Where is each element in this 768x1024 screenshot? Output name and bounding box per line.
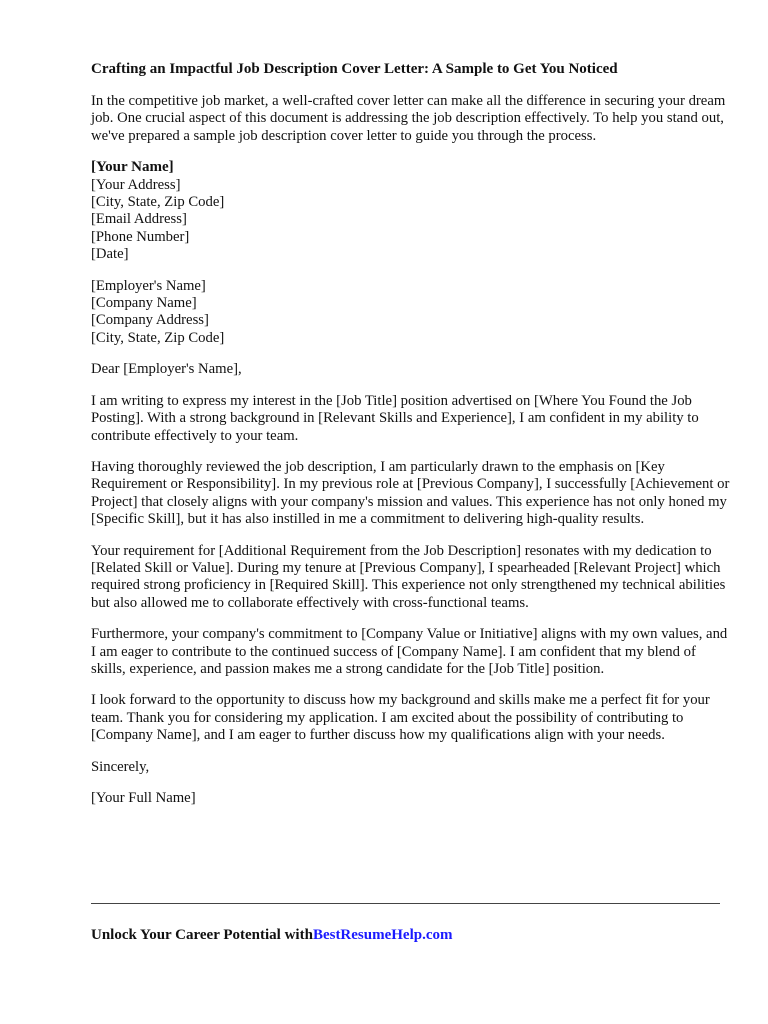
body-paragraph: Having thoroughly reviewed the job description, I am particularly drawn to the emphasis on [Key Requirement or Responsibility]. In my previous role at [Previous Company], I successfully [Achievement or Project] that closely aligns with your company's mission and values. This experience has not only honed my [Specific Skill], but it has also instilled in me a commitment to delivering high-quality results.	[91, 458, 730, 528]
document-page	[91, 59, 731, 821]
recipient-company: [Company Name]	[91, 295, 197, 312]
signature: [Your Full Name]	[91, 790, 196, 806]
body-paragraph: Your requirement for [Additional Requirement from the Job Description] resonates with my dedication to [Related Skill or Value]. During my tenure at [Previous Company], I spearheaded [Relevant Project] which required strong proficiency in [Required Skill]. This experience not only strengthened my technical abilities but also allowed me to collaborate effectively with cross-functional teams.	[91, 542, 726, 611]
footer-link[interactable]: BestResumeHelp.com	[312, 927, 453, 943]
document-title: Crafting an Impactful Job Description Cover Letter: A Sample to Get You Noticed	[91, 61, 618, 77]
recipient-city-state-zip: [City, State, Zip Code]	[91, 329, 225, 346]
recipient-block	[91, 278, 731, 348]
closing: Sincerely,	[91, 758, 150, 775]
letter-date: [Date]	[91, 246, 129, 263]
footer-promo	[91, 925, 453, 945]
body-paragraph: I look forward to the opportunity to discuss how my background and skills make me a perfect fit for your team. Thank you for considering my application. I am excited about the possibility of contributing to [Company Name], and I am eager to further discuss how my qualifications align with your needs.	[91, 692, 710, 744]
recipient-name: [Employer's Name]	[91, 277, 206, 294]
salutation: Dear [Employer's Name],	[91, 361, 242, 378]
sender-block	[91, 159, 731, 263]
sender-city-state-zip: [City, State, Zip Code]	[91, 194, 225, 211]
sender-address: [Your Address]	[91, 176, 181, 193]
sender-phone: [Phone Number]	[91, 228, 190, 245]
intro-paragraph: In the competitive job market, a well-crafted cover letter can make all the difference in securing your dream job. One crucial aspect of this document is addressing the job description effectively. To help you stand out, we've prepared a sample job description cover letter to guide you through the process.	[91, 93, 726, 144]
footer-divider	[91, 903, 720, 904]
sender-name: [Your Name]	[91, 159, 174, 176]
body-paragraph: Furthermore, your company's commitment to [Company Value or Initiative] aligns with my own values, and I am eager to contribute to the continued success of [Company Name]. I am confident that my blend of skills, experience, and passion makes me a strong candidate for the [Job Title] position.	[91, 626, 728, 677]
sender-email: [Email Address]	[91, 211, 187, 228]
footer-text: Unlock Your Career Potential with	[91, 927, 313, 943]
recipient-address: [Company Address]	[91, 312, 209, 329]
body-paragraph: I am writing to express my interest in the [Job Title] position advertised on [Where You Found the Job Posting]. With a strong background in [Relevant Skills and Experience], I am confident in my ability to contribute effectively to your team.	[91, 392, 699, 444]
